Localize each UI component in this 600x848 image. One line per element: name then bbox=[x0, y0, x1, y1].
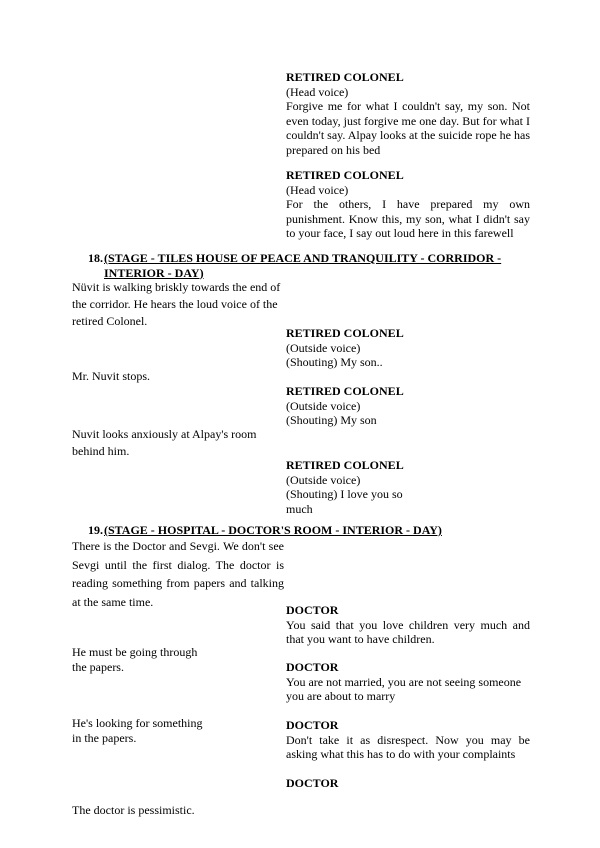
character-name: RETIRED COLONEL bbox=[286, 458, 404, 472]
dialogue-block bbox=[286, 326, 530, 370]
dialogue-block bbox=[286, 70, 530, 157]
scene-heading-line-1: (STAGE - HOSPITAL - DOCTOR'S ROOM - INTERIOR - DAY) bbox=[104, 523, 442, 537]
character-name: RETIRED COLONEL bbox=[286, 168, 404, 182]
scene-number: 19. bbox=[88, 523, 103, 537]
character-name: DOCTOR bbox=[286, 776, 339, 790]
character-name: DOCTOR bbox=[286, 660, 339, 674]
action-text: Nuvit looks anxiously at Alpay's room behind him. bbox=[72, 427, 257, 458]
character-name: RETIRED COLONEL bbox=[286, 326, 404, 340]
action-text: The doctor is pessimistic. bbox=[72, 803, 195, 817]
dialogue-block bbox=[286, 168, 530, 241]
dialogue-block bbox=[286, 458, 426, 516]
action-text: He's looking for something in the papers. bbox=[72, 716, 203, 745]
scene-heading-line-1: (STAGE - TILES HOUSE OF PEACE AND TRANQUILITY - CORRIDOR - bbox=[104, 251, 502, 265]
dialogue-block bbox=[286, 603, 530, 647]
parenthetical: (Head voice) bbox=[286, 84, 349, 99]
dialogue-block bbox=[286, 718, 530, 762]
action-text: There is the Doctor and Sevgi. We don't see Sevgi until the first dialog. The doctor is reading something from papers and talking at the same time. bbox=[72, 539, 284, 609]
dialogue-text: You are not married, you are not seeing someone you are about to marry bbox=[286, 674, 522, 703]
parenthetical: (Outside voice) bbox=[286, 472, 361, 487]
scene-number: 18. bbox=[88, 251, 103, 265]
action-text: Mr. Nuvit stops. bbox=[72, 369, 151, 383]
character-name: DOCTOR bbox=[286, 603, 339, 617]
parenthetical: (Outside voice) bbox=[286, 398, 361, 413]
dialogue-text: Forgive me for what I couldn't say, my son. Not even today, just forgive me one day. But for what I couldn't say. Alpay looks at the suicide rope he has prepared on his bed bbox=[286, 99, 530, 157]
dialogue-text: (Shouting) My son.. bbox=[286, 355, 383, 369]
scene-heading bbox=[88, 251, 501, 280]
dialogue-text: (Shouting) My son bbox=[286, 413, 377, 427]
action-text: Nüvit is walking briskly towards the end of the corridor. He hears the loud voice of the retired Colonel. bbox=[72, 280, 281, 328]
dialogue-block bbox=[286, 384, 530, 428]
dialogue-text: (Shouting) I love you so much bbox=[286, 487, 403, 516]
character-name: RETIRED COLONEL bbox=[286, 70, 404, 84]
character-name: DOCTOR bbox=[286, 718, 339, 732]
dialogue-block bbox=[286, 660, 530, 704]
dialogue-text: For the others, I have prepared my own punishment. Know this, my son, what I didn't say to your face, I say out loud here in this farewell bbox=[286, 197, 530, 240]
character-name: RETIRED COLONEL bbox=[286, 384, 404, 398]
action-text: He must be going through the papers. bbox=[72, 645, 198, 674]
scene-heading-line-2: INTERIOR - DAY) bbox=[104, 265, 204, 280]
dialogue-block bbox=[286, 776, 530, 791]
dialogue-text: Don't take it as disrespect. Now you may be asking what this has to do with your complaints bbox=[286, 732, 530, 761]
parenthetical: (Head voice) bbox=[286, 182, 349, 197]
scene-heading bbox=[88, 523, 442, 538]
dialogue-text: You said that you love children very much and that you want to have children. bbox=[286, 617, 530, 646]
parenthetical: (Outside voice) bbox=[286, 340, 361, 355]
